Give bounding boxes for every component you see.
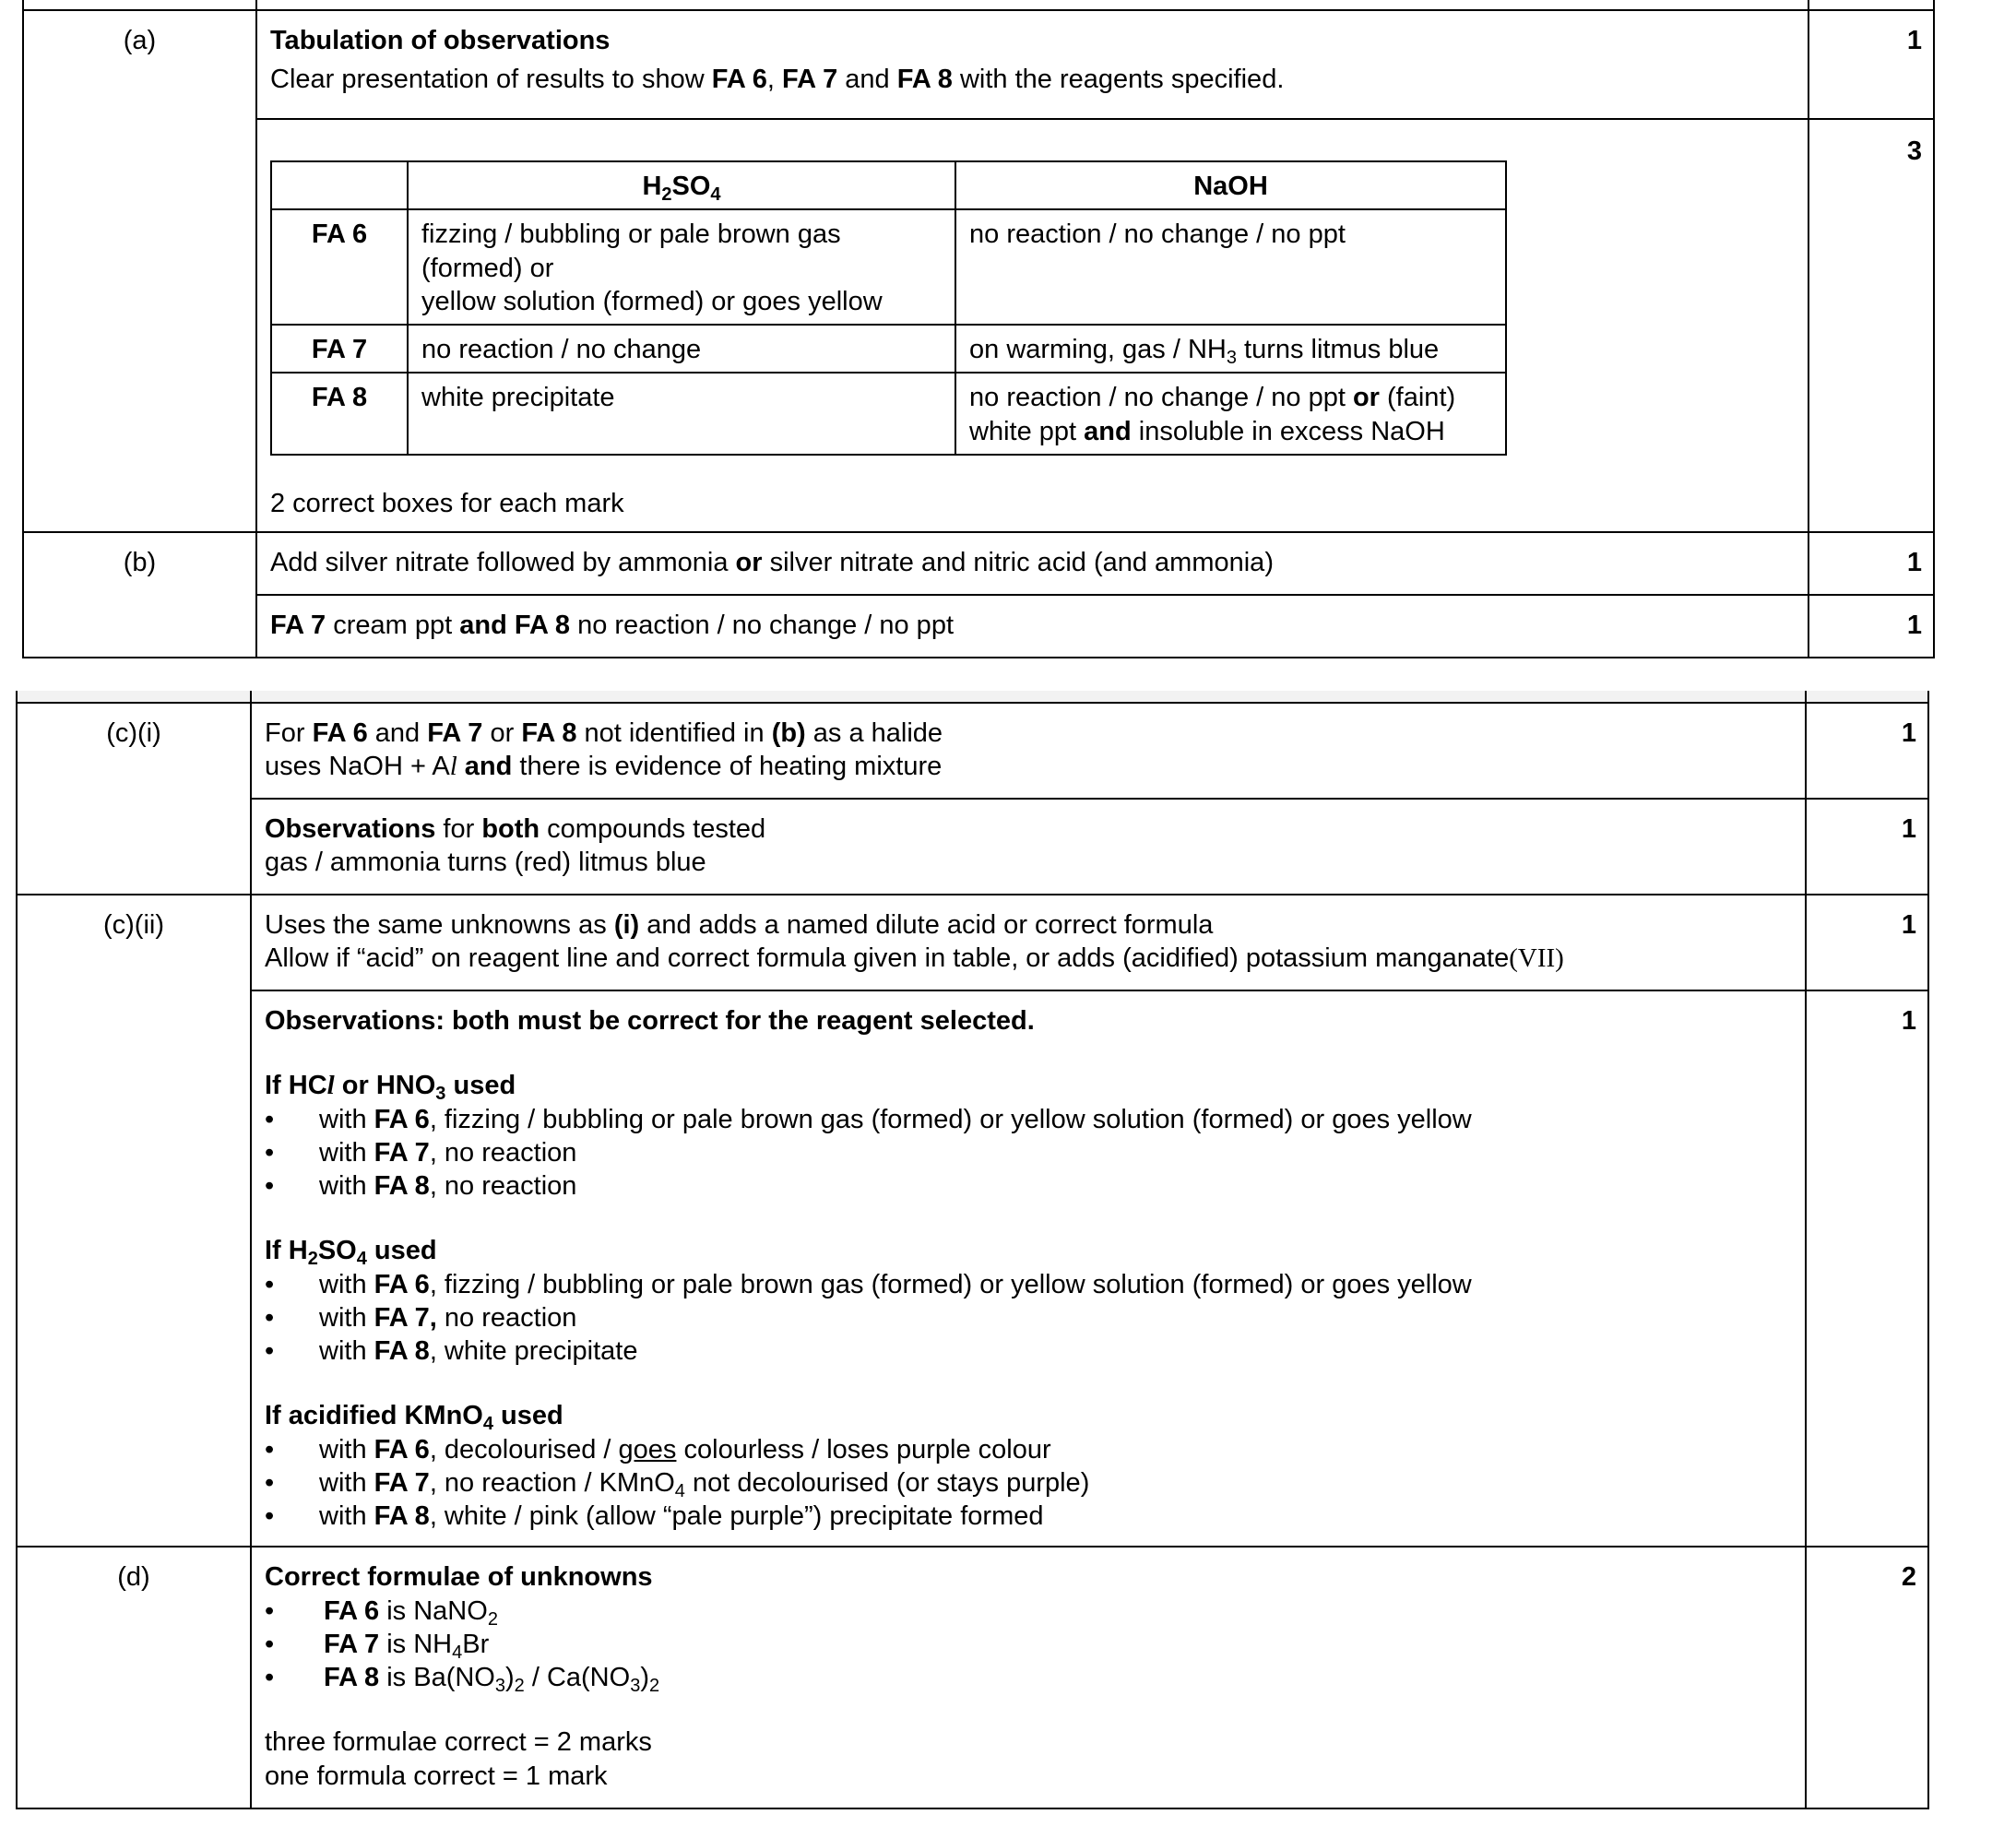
header-h2so4: $H_2SO_4$ xyxy=(408,161,955,209)
cell-a-observations-table xyxy=(256,119,1808,532)
d-formulae-list xyxy=(265,1595,1792,1695)
row-a-2 xyxy=(23,119,1934,532)
part-label-b: (b) xyxy=(23,532,256,658)
observations-row-fa6 xyxy=(271,209,1506,325)
part-label-ci: (c)(i) xyxy=(17,703,251,895)
row-d xyxy=(17,1547,1928,1808)
list-item: • FA 8 is $Ba(NO_3)_2 / Ca(NO_3)_2$ xyxy=(265,1661,1792,1694)
row-label-fa6: FA 6 xyxy=(271,209,408,325)
mark-b-2: 1 xyxy=(1808,595,1934,658)
list-item: • FA 7 is $NH_4Br$ xyxy=(265,1628,1792,1661)
header-naoh: NaOH xyxy=(955,161,1506,209)
mark-d: 2 xyxy=(1806,1547,1928,1808)
list-item: • with FA 6, decolourised / goes colourless / loses purple colour xyxy=(265,1433,1792,1466)
list-item: • with FA 6, fizzing / bubbling or pale brown gas (formed) or yellow solution (formed) or goes yellow xyxy=(265,1103,1792,1136)
row-ci-2 xyxy=(17,799,1928,895)
cii-group-h2so4-list xyxy=(265,1268,1792,1369)
observations-row-fa7 xyxy=(271,325,1506,373)
fa7-naoh-cell: on warming, gas / $NH_3$ turns litmus blue xyxy=(955,325,1506,373)
mark-scheme-table-upper xyxy=(22,0,1935,658)
d-note-one: one formula correct = 1 mark xyxy=(265,1761,608,1791)
mark-scheme-table-lower xyxy=(16,691,1929,1809)
cii-group-kmno4-list xyxy=(265,1433,1792,1534)
cii-group-h2so4-heading: If $H_2SO_4$ used xyxy=(265,1236,437,1270)
observations-header-row xyxy=(271,161,1506,209)
list-item: • with FA 8, white precipitate xyxy=(265,1334,1792,1368)
cii-group-hcl-list xyxy=(265,1103,1792,1204)
list-item: • with FA 8, no reaction xyxy=(265,1169,1792,1203)
cell-ci-observations: Observations for both compounds tested gas / ammonia turns (red) litmus blue xyxy=(251,799,1806,895)
row-lower-top-strip xyxy=(17,691,1928,703)
mark-a-2: 3 xyxy=(1808,119,1934,532)
row-b-2 xyxy=(23,595,1934,658)
row-a-1 xyxy=(23,10,1934,119)
list-item: • with FA 7, no reaction xyxy=(265,1136,1792,1169)
cell-b-reagent: Add silver nitrate followed by ammonia or silver nitrate and nitric acid (and ammonia) xyxy=(256,532,1808,595)
row-label-fa8: FA 8 xyxy=(271,373,408,455)
part-label-cii: (c)(ii) xyxy=(17,895,251,1547)
tabulation-title: Tabulation of observations xyxy=(270,26,611,55)
cell-ci-test: For FA 6 and FA 7 or FA 8 not identified in (b) as a halide uses NaOH + Al and there is evidence of heating mixture xyxy=(251,703,1806,799)
fa6-h2so4-cell: fizzing / bubbling or pale brown gas (formed) or yellow solution (formed) or goes yellow xyxy=(408,209,955,325)
row-top-strip xyxy=(23,0,1934,10)
observations-table xyxy=(270,160,1507,456)
cell-b-observation: FA 7 cream ppt and FA 8 no reaction / no change / no ppt xyxy=(256,595,1808,658)
cell-cii-observations xyxy=(251,990,1806,1547)
cii-observations-heading: Observations: both must be correct for the reagent selected. xyxy=(265,1006,1035,1036)
mark-ci-2: 1 xyxy=(1806,799,1928,895)
row-label-fa7: FA 7 xyxy=(271,325,408,373)
fa7-h2so4-cell: no reaction / no change xyxy=(408,325,955,373)
list-item: • FA 6 is NaNO$_2$ xyxy=(265,1595,1792,1628)
mark-a-1: 1 xyxy=(1808,10,1934,119)
cell-a-tabulation xyxy=(256,10,1808,119)
fa8-naoh-cell: no reaction / no change / no ppt or (faint) white ppt and insoluble in excess NaOH xyxy=(955,373,1506,455)
mark-b-1: 1 xyxy=(1808,532,1934,595)
cell-cii-reagent: Uses the same unknowns as (i) and adds a named dilute acid or correct formula Allow if “acid” on reagent line and correct formula given in table, or adds (acidified) potassium manganate(VII) xyxy=(251,895,1806,990)
tabulation-description: Clear presentation of results to show FA 6, FA 7 and FA 8 with the reagents specified. xyxy=(270,65,1285,95)
d-heading: Correct formulae of unknowns xyxy=(265,1562,653,1593)
mark-ci-1: 1 xyxy=(1806,703,1928,799)
row-cii-2 xyxy=(17,990,1928,1547)
part-label-d: (d) xyxy=(17,1547,251,1808)
mark-cii-1: 1 xyxy=(1806,895,1928,990)
cii-group-hcl-heading: If HCl or $HNO_3$ used xyxy=(265,1071,516,1105)
fa8-h2so4-cell: white precipitate xyxy=(408,373,955,455)
header-empty xyxy=(271,161,408,209)
d-note-three: three formulae correct = 2 marks xyxy=(265,1727,652,1758)
row-cii-1 xyxy=(17,895,1928,990)
list-item: • with FA 7, no reaction xyxy=(265,1301,1792,1334)
row-ci-1 xyxy=(17,703,1928,799)
mark-cii-2: 1 xyxy=(1806,990,1928,1547)
list-item: • with FA 8, white / pink (allow “pale purple”) precipitate formed xyxy=(265,1500,1792,1533)
list-item: • with FA 6, fizzing / bubbling or pale brown gas (formed) or yellow solution (formed) or goes yellow xyxy=(265,1268,1792,1301)
fa6-naoh-cell: no reaction / no change / no ppt xyxy=(955,209,1506,325)
observations-note: 2 correct boxes for each mark xyxy=(270,488,624,518)
list-item: • with FA 7, no reaction / KMnO$_4$ not decolourised (or stays purple) xyxy=(265,1466,1792,1500)
row-b-1 xyxy=(23,532,1934,595)
cii-group-kmno4-heading: If acidified KMnO$_4$ used xyxy=(265,1401,563,1435)
part-label-a: (a) xyxy=(23,10,256,532)
observations-row-fa8 xyxy=(271,373,1506,455)
cell-d-formulae xyxy=(251,1547,1806,1808)
